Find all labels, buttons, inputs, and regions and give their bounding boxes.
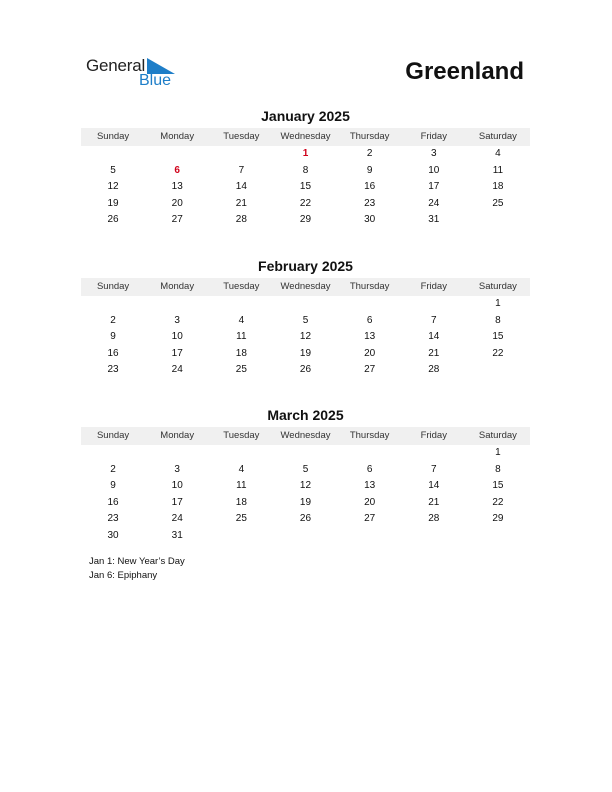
day-cell: 9 xyxy=(366,164,373,176)
day-cell: 7 xyxy=(238,164,245,176)
day-cell: 8 xyxy=(302,164,309,176)
weekday-header-row xyxy=(81,278,530,296)
day-cell: 23 xyxy=(364,197,376,209)
day-cell xyxy=(273,528,337,545)
day-cell xyxy=(402,528,466,545)
day-cell: 20 xyxy=(364,347,376,359)
day-cell: 24 xyxy=(171,513,183,525)
day-cell: 15 xyxy=(492,480,504,492)
day-cell: 20 xyxy=(364,496,376,508)
weekday-header: Wednesday xyxy=(280,131,331,142)
day-cell xyxy=(466,212,530,229)
logo-word-blue: Blue xyxy=(139,72,172,89)
day-cell: 13 xyxy=(364,480,376,492)
day-cell: 28 xyxy=(428,364,440,376)
day-cell: 3 xyxy=(430,148,437,159)
day-cell: 16 xyxy=(107,347,119,359)
day-cell: 4 xyxy=(238,314,245,326)
day-cell: 15 xyxy=(492,331,504,343)
day-cell: 17 xyxy=(428,181,440,193)
weekday-header: Saturday xyxy=(478,281,517,292)
day-cell: 9 xyxy=(110,480,116,492)
weekday-header-row xyxy=(81,427,530,445)
day-cell: 1 xyxy=(495,447,501,458)
day-cell xyxy=(81,146,145,163)
day-cell: 9 xyxy=(110,331,116,343)
day-cell: 23 xyxy=(107,364,119,376)
day-cell: 25 xyxy=(235,364,247,376)
day-cell: 3 xyxy=(174,463,180,475)
day-cell: 4 xyxy=(238,463,245,475)
day-cell: 14 xyxy=(235,181,247,193)
day-cell: 22 xyxy=(492,347,504,359)
day-cell: 17 xyxy=(171,496,183,508)
week-row xyxy=(81,313,530,330)
day-cell: 4 xyxy=(495,148,501,159)
day-cell: 25 xyxy=(235,513,247,525)
day-cell xyxy=(209,528,273,545)
day-cell xyxy=(209,445,273,462)
week-row xyxy=(81,163,530,180)
week-row xyxy=(81,212,530,229)
weekday-header: Saturday xyxy=(478,131,517,142)
week-row xyxy=(81,196,530,213)
day-cell: 10 xyxy=(171,331,183,343)
day-cell: 8 xyxy=(495,314,501,326)
day-cell xyxy=(209,146,273,163)
day-cell: 18 xyxy=(235,347,247,359)
week-row xyxy=(81,445,530,462)
day-cell: 28 xyxy=(235,214,247,226)
day-cell: 5 xyxy=(110,164,116,176)
day-cell: 27 xyxy=(364,513,376,525)
day-cell: 31 xyxy=(428,214,440,226)
weekday-header: Monday xyxy=(160,430,195,441)
day-cell xyxy=(273,445,337,462)
day-cell: 16 xyxy=(364,181,376,193)
day-cell: 26 xyxy=(299,364,312,376)
week-row xyxy=(81,495,530,512)
day-cell xyxy=(338,445,402,462)
day-cell: 25 xyxy=(492,197,504,209)
weekday-header: Tuesday xyxy=(223,131,260,142)
day-cell: 12 xyxy=(299,331,312,343)
week-row xyxy=(81,346,530,363)
week-row xyxy=(81,462,530,479)
weekday-header: Thursday xyxy=(349,131,390,142)
day-cell xyxy=(466,362,530,379)
weekday-header: Monday xyxy=(160,131,195,142)
day-cell: 21 xyxy=(428,496,440,508)
day-cell: 12 xyxy=(107,181,119,193)
day-cell: 8 xyxy=(495,463,501,475)
week-row xyxy=(81,146,530,163)
day-cell xyxy=(273,296,337,313)
day-cell: 6 xyxy=(366,314,373,326)
day-cell: 10 xyxy=(428,164,440,176)
weekday-header: Friday xyxy=(420,131,447,142)
generalblue-logo xyxy=(86,56,182,92)
day-cell: 20 xyxy=(171,197,183,209)
weekday-header: Saturday xyxy=(478,430,517,441)
day-cell: 11 xyxy=(492,164,504,176)
day-cell: 30 xyxy=(107,529,119,541)
day-cell: 26 xyxy=(107,214,119,226)
week-row xyxy=(81,329,530,346)
day-cell: 1 xyxy=(302,148,309,159)
day-cell: 13 xyxy=(171,181,183,193)
holiday-notes xyxy=(89,555,185,583)
day-cell xyxy=(338,528,402,545)
day-cell: 14 xyxy=(428,480,440,492)
day-cell xyxy=(145,296,209,313)
day-cell: 11 xyxy=(236,331,247,343)
weekday-header: Monday xyxy=(160,281,195,292)
weekday-header: Sunday xyxy=(96,281,130,292)
day-cell: 7 xyxy=(430,314,437,326)
day-cell: 31 xyxy=(171,529,183,541)
month-title: March 2025 xyxy=(267,407,344,423)
day-cell: 5 xyxy=(302,463,309,475)
day-cell: 3 xyxy=(174,314,180,326)
day-cell: 21 xyxy=(235,197,247,209)
day-cell: 27 xyxy=(171,214,183,226)
day-cell xyxy=(338,296,402,313)
day-cell xyxy=(402,445,466,462)
day-cell: 22 xyxy=(492,496,504,508)
day-cell: 27 xyxy=(364,364,376,376)
day-cell: 2 xyxy=(110,314,116,326)
weekday-header: Sunday xyxy=(96,430,130,441)
day-cell: 18 xyxy=(492,181,504,193)
weekday-header: Thursday xyxy=(349,281,390,292)
day-cell xyxy=(402,296,466,313)
country-title: Greenland xyxy=(405,58,524,85)
day-cell: 10 xyxy=(171,480,183,492)
day-cell xyxy=(145,146,209,163)
day-cell: 11 xyxy=(236,480,247,492)
weekday-header: Tuesday xyxy=(223,430,260,441)
day-cell: 18 xyxy=(235,496,247,508)
weekday-header-row xyxy=(81,128,530,146)
weekday-header: Wednesday xyxy=(280,281,331,292)
day-cell: 28 xyxy=(428,513,440,525)
day-cell: 14 xyxy=(428,331,440,343)
day-cell: 23 xyxy=(107,513,119,525)
day-cell: 29 xyxy=(299,214,312,226)
week-row xyxy=(81,296,530,313)
day-cell: 26 xyxy=(299,513,312,525)
week-row xyxy=(81,511,530,528)
week-row xyxy=(81,478,530,495)
month-title: February 2025 xyxy=(258,258,353,274)
month-calendar xyxy=(81,406,530,545)
weekday-header: Thursday xyxy=(349,430,390,441)
day-cell: 1 xyxy=(495,298,501,309)
day-cell xyxy=(209,296,273,313)
week-row xyxy=(81,362,530,379)
day-cell: 15 xyxy=(299,181,312,193)
day-cell: 2 xyxy=(366,148,373,159)
month-calendar xyxy=(81,257,530,379)
day-cell: 19 xyxy=(299,347,312,359)
day-cell: 6 xyxy=(174,164,180,176)
day-cell xyxy=(81,445,145,462)
day-cell: 22 xyxy=(299,197,312,209)
holiday-note: Jan 6: Epiphany xyxy=(89,570,158,581)
day-cell: 21 xyxy=(428,347,440,359)
day-cell: 19 xyxy=(299,496,312,508)
month-title: January 2025 xyxy=(261,108,350,124)
day-cell: 24 xyxy=(171,364,183,376)
day-cell: 13 xyxy=(364,331,376,343)
logo-word-general: General xyxy=(86,56,146,75)
day-cell: 17 xyxy=(171,347,183,359)
day-cell xyxy=(81,296,145,313)
day-cell: 16 xyxy=(107,496,119,508)
weekday-header: Friday xyxy=(420,430,447,441)
weekday-header: Wednesday xyxy=(280,430,331,441)
weekday-header: Friday xyxy=(420,281,447,292)
week-row xyxy=(81,179,530,196)
day-cell: 5 xyxy=(302,314,309,326)
day-cell: 12 xyxy=(299,480,312,492)
week-row xyxy=(81,528,530,545)
day-cell: 24 xyxy=(428,197,440,209)
holiday-note: Jan 1: New Year’s Day xyxy=(89,556,185,567)
weekday-header: Tuesday xyxy=(223,281,260,292)
day-cell: 2 xyxy=(110,463,116,475)
day-cell: 29 xyxy=(492,513,504,525)
month-calendar xyxy=(81,107,530,229)
day-cell: 19 xyxy=(107,197,119,209)
day-cell xyxy=(466,528,530,545)
day-cell: 7 xyxy=(430,463,437,475)
weekday-header: Sunday xyxy=(96,131,130,142)
day-cell: 30 xyxy=(364,214,376,226)
day-cell xyxy=(145,445,209,462)
day-cell: 6 xyxy=(366,463,373,475)
